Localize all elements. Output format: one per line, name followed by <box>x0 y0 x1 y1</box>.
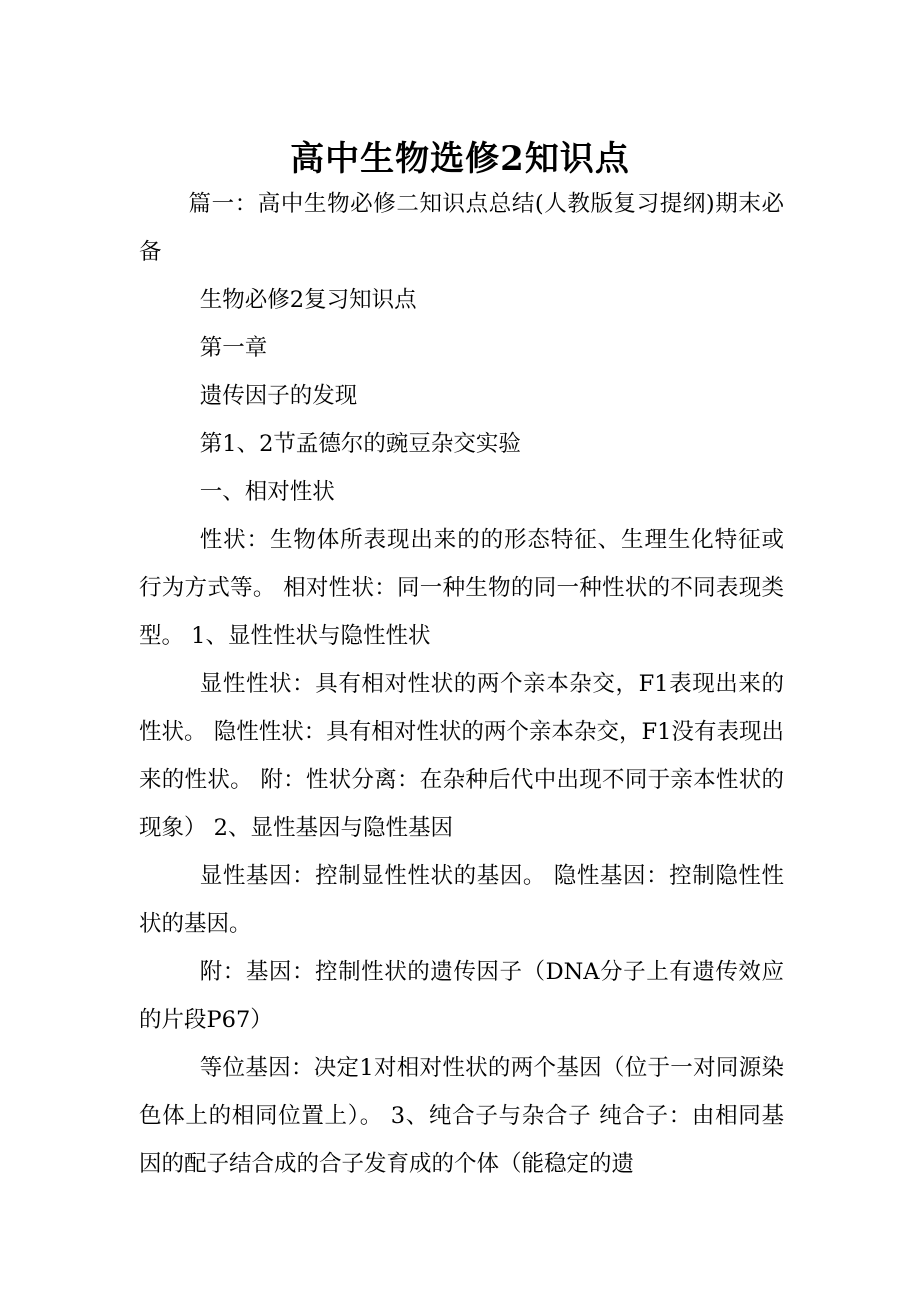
paragraph-traits: 性状：生物体所表现出来的的形态特征、生理生化特征或行为方式等。 相对性状：同一种生物的同一种性状的不同表现类型。 1、显性性状与隐性性状 <box>139 527 784 649</box>
paragraph-chapter-header: 篇一：高中生物必修二知识点总结(人教版复习提纲)期末必备 <box>139 191 784 265</box>
paragraph-alleles: 等位基因：决定1对相对性状的两个基因（位于一对同源染色体上的相同位置上）。 3、纯合子与杂合子 纯合子：由相同基因的配子结合成的合子发育成的个体（能稳定的遗 <box>139 1055 784 1177</box>
paragraph-chapter: 第一章 <box>199 335 268 361</box>
document-title: 高中生物选修2知识点 <box>290 138 630 179</box>
paragraph-gene-definition: 附：基因：控制性状的遗传因子（DNA分子上有遗传效应的片段P67） <box>139 959 784 1033</box>
paragraph-heading: 一、相对性状 <box>199 479 335 505</box>
paragraph-dominant-traits: 显性性状：具有相对性状的两个亲本杂交，F1表现出来的性状。 隐性性状：具有相对性状的两个亲本杂交，F1没有表现出来的性状。 附：性状分离：在杂种后代中出现不同于亲本性状的现象） 2、显性基因与隐性基因 <box>139 671 784 841</box>
paragraph-dominant-genes: 显性基因：控制显性性状的基因。 隐性基因：控制隐性性状的基因。 <box>139 863 784 937</box>
document-body <box>139 180 784 1188</box>
paragraph-subtitle: 生物必修2复习知识点 <box>199 287 417 313</box>
paragraph-section: 第1、2节孟德尔的豌豆杂交实验 <box>199 431 521 457</box>
paragraph-chapter-name: 遗传因子的发现 <box>199 383 358 409</box>
